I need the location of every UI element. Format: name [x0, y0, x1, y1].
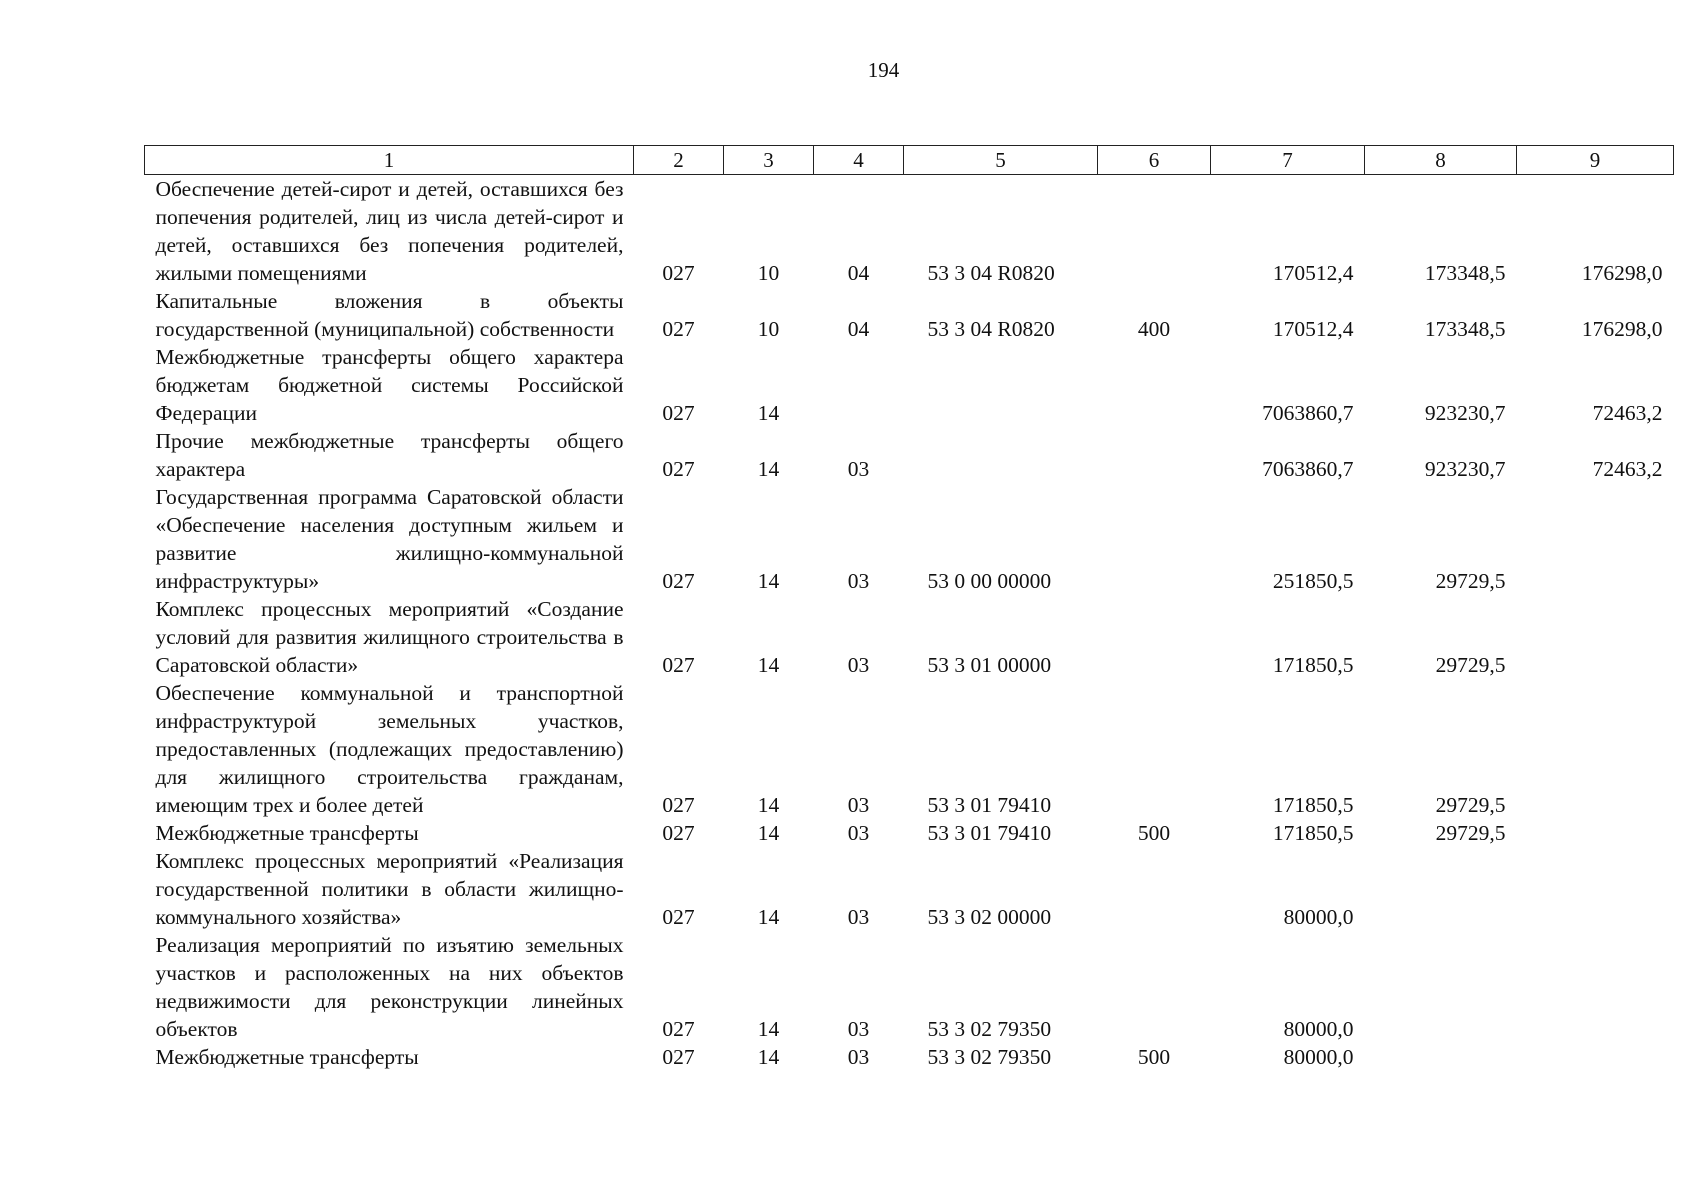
- cell-target-article: 53 3 01 79410: [927, 793, 1052, 817]
- column-header-8: 8: [1365, 146, 1517, 175]
- cell-target-article: 53 3 04 R0820: [927, 317, 1055, 341]
- cell-section: 14: [757, 457, 780, 481]
- cell-subsection: [814, 343, 904, 427]
- table-row: [145, 427, 1674, 483]
- cell-ministry-code: 027: [662, 905, 695, 929]
- column-header-3: 3: [724, 146, 814, 175]
- row-name: Межбюджетные трансферты общего характера бюджетам бюджетной системы Российской Федерации: [155, 345, 624, 425]
- cell-amount-col9: 176298,0: [1581, 317, 1663, 341]
- cell-ministry-code: 027: [662, 1017, 695, 1041]
- cell-amount-col9: 72463,2: [1592, 401, 1663, 425]
- cell-amount-col7: 171850,5: [1272, 821, 1354, 845]
- cell-subsection: 03: [847, 1017, 870, 1041]
- cell-subsection: 03: [847, 905, 870, 929]
- cell-subsection: 03: [847, 821, 870, 845]
- cell-amount-col9: 72463,2: [1592, 457, 1663, 481]
- table-row: [145, 1043, 1674, 1071]
- cell-expense-type: [1098, 931, 1211, 1043]
- cell-target-article: 53 3 01 79410: [927, 821, 1052, 845]
- cell-amount-col7: 171850,5: [1272, 653, 1354, 677]
- cell-amount-col8: [1365, 931, 1517, 1043]
- cell-subsection: 04: [847, 317, 870, 341]
- cell-subsection: 03: [847, 457, 870, 481]
- cell-amount-col7: 251850,5: [1272, 569, 1354, 593]
- cell-section: 10: [757, 261, 780, 285]
- column-header-4: 4: [814, 146, 904, 175]
- cell-subsection: 03: [847, 653, 870, 677]
- table-row: [145, 931, 1674, 1043]
- cell-amount-col9: [1517, 595, 1674, 679]
- cell-amount-col9: [1517, 1043, 1674, 1071]
- cell-amount-col7: 171850,5: [1272, 793, 1354, 817]
- column-header-9: 9: [1517, 146, 1674, 175]
- cell-ministry-code: 027: [662, 821, 695, 845]
- cell-expense-type: 400: [1137, 317, 1171, 341]
- cell-amount-col8: [1365, 1043, 1517, 1071]
- page-number: 194: [867, 58, 900, 82]
- cell-amount-col8: 29729,5: [1435, 821, 1506, 845]
- row-name: Комплекс процессных мероприятий «Создание условий для развития жилищного строительства в Саратовской области»: [155, 597, 624, 677]
- cell-target-article: 53 3 04 R0820: [927, 261, 1055, 285]
- row-name: Прочие межбюджетные трансферты общего характера: [155, 429, 624, 481]
- cell-amount-col8: 923230,7: [1424, 401, 1506, 425]
- cell-amount-col7: 80000,0: [1283, 1045, 1354, 1069]
- cell-expense-type: [1098, 847, 1211, 931]
- cell-section: 14: [757, 1045, 780, 1069]
- cell-section: 14: [757, 793, 780, 817]
- row-name: Государственная программа Саратовской области «Обеспечение населения доступным жильем и развитие жилищно-коммунальной инфраструктуры»: [155, 485, 624, 593]
- table-row: [145, 595, 1674, 679]
- cell-subsection: 03: [847, 569, 870, 593]
- column-header-2: 2: [634, 146, 724, 175]
- cell-ministry-code: 027: [662, 569, 695, 593]
- row-name: Капитальные вложения в объекты государственной (муниципальной) собственности: [155, 289, 624, 341]
- cell-target-article: 53 0 00 00000: [927, 569, 1052, 593]
- row-name: Межбюджетные трансферты: [155, 821, 419, 845]
- table-body: [145, 175, 1674, 1072]
- cell-subsection: 04: [847, 261, 870, 285]
- table-row: [145, 343, 1674, 427]
- cell-expense-type: 500: [1137, 821, 1171, 845]
- table-row: [145, 175, 1674, 288]
- cell-subsection: 03: [847, 1045, 870, 1069]
- cell-amount-col8: 29729,5: [1435, 793, 1506, 817]
- column-header-1: 1: [145, 146, 634, 175]
- cell-section: 14: [757, 1017, 780, 1041]
- cell-amount-col8: 173348,5: [1424, 317, 1506, 341]
- cell-ministry-code: 027: [662, 317, 695, 341]
- cell-section: 14: [757, 569, 780, 593]
- cell-amount-col9: [1517, 483, 1674, 595]
- header-row: [145, 146, 1674, 175]
- cell-expense-type: [1098, 679, 1211, 819]
- cell-target-article: 53 3 02 79350: [927, 1017, 1052, 1041]
- column-header-6: 6: [1098, 146, 1211, 175]
- cell-amount-col7: 170512,4: [1272, 317, 1354, 341]
- cell-target-article: 53 3 02 79350: [927, 1045, 1052, 1069]
- cell-amount-col8: 923230,7: [1424, 457, 1506, 481]
- cell-target-article: 53 3 02 00000: [927, 905, 1052, 929]
- column-header-7: 7: [1211, 146, 1365, 175]
- cell-target-article: [904, 427, 1098, 483]
- table-row: [145, 287, 1674, 343]
- cell-expense-type: [1098, 427, 1211, 483]
- cell-amount-col8: [1365, 847, 1517, 931]
- cell-expense-type: [1098, 483, 1211, 595]
- cell-amount-col9: [1517, 931, 1674, 1043]
- table-row: [145, 679, 1674, 819]
- cell-amount-col7: 80000,0: [1283, 1017, 1354, 1041]
- table-row: [145, 819, 1674, 847]
- row-name: Обеспечение коммунальной и транспортной инфраструктурой земельных участков, предоставленных (подлежащих предоставлению) для жилищного строительства гражданам, имеющим трех и более детей: [155, 681, 624, 817]
- cell-section: 14: [757, 821, 780, 845]
- row-name: Межбюджетные трансферты: [155, 1045, 419, 1069]
- cell-subsection: 03: [847, 793, 870, 817]
- cell-amount-col9: [1517, 847, 1674, 931]
- cell-amount-col7: 170512,4: [1272, 261, 1354, 285]
- cell-expense-type: 500: [1137, 1045, 1171, 1069]
- cell-amount-col7: 7063860,7: [1262, 457, 1354, 481]
- cell-amount-col9: 176298,0: [1581, 261, 1663, 285]
- column-header-5: 5: [904, 146, 1098, 175]
- cell-ministry-code: 027: [662, 261, 695, 285]
- cell-section: 14: [757, 653, 780, 677]
- cell-ministry-code: 027: [662, 1045, 695, 1069]
- budget-table: [144, 145, 1674, 1071]
- cell-expense-type: [1098, 175, 1211, 288]
- cell-ministry-code: 027: [662, 401, 695, 425]
- cell-section: 14: [757, 401, 780, 425]
- cell-amount-col7: 80000,0: [1283, 905, 1354, 929]
- cell-expense-type: [1098, 595, 1211, 679]
- cell-ministry-code: 027: [662, 653, 695, 677]
- cell-amount-col9: [1517, 819, 1674, 847]
- cell-target-article: [904, 343, 1098, 427]
- cell-amount-col8: 173348,5: [1424, 261, 1506, 285]
- table-row: [145, 847, 1674, 931]
- cell-amount-col7: 7063860,7: [1262, 401, 1354, 425]
- cell-target-article: 53 3 01 00000: [927, 653, 1052, 677]
- row-name: Комплекс процессных мероприятий «Реализация государственной политики в области жилищно-коммунального хозяйства»: [155, 849, 624, 929]
- row-name: Обеспечение детей-сирот и детей, оставшихся без попечения родителей, лиц из числа детей-сирот и детей, оставшихся без попечения родителей, жилыми помещениями: [155, 177, 624, 285]
- table-header: [145, 146, 1674, 175]
- cell-amount-col8: 29729,5: [1435, 653, 1506, 677]
- cell-section: 10: [757, 317, 780, 341]
- cell-amount-col8: 29729,5: [1435, 569, 1506, 593]
- cell-ministry-code: 027: [662, 793, 695, 817]
- table-row: [145, 483, 1674, 595]
- cell-expense-type: [1098, 343, 1211, 427]
- row-name: Реализация мероприятий по изъятию земельных участков и расположенных на них объектов недвижимости для реконструкции линейных объектов: [155, 933, 624, 1041]
- cell-ministry-code: 027: [662, 457, 695, 481]
- cell-amount-col9: [1517, 679, 1674, 819]
- cell-section: 14: [757, 905, 780, 929]
